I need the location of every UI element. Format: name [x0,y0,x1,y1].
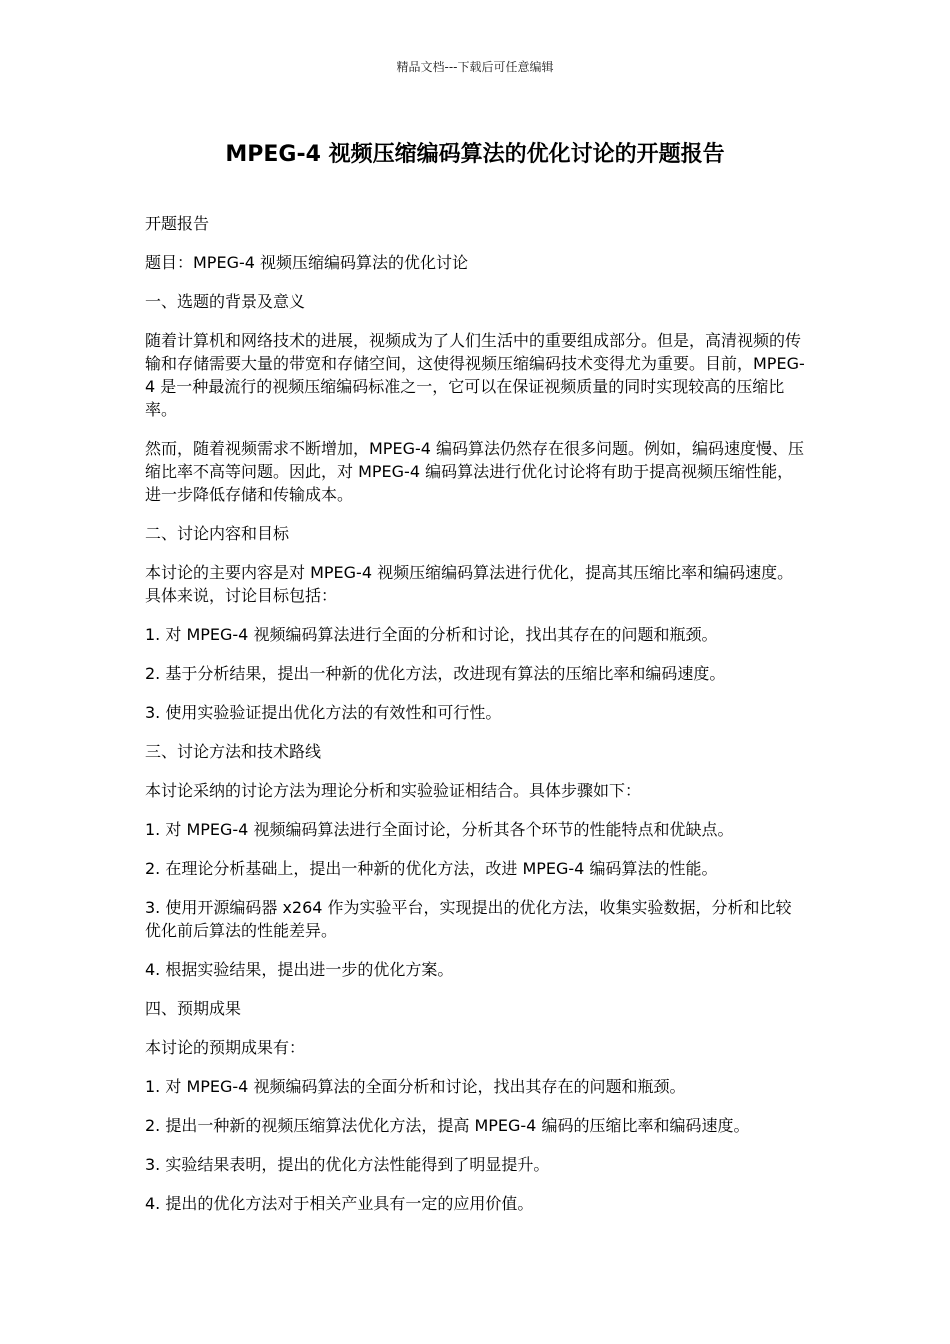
list-item-method-1: 1. 对 MPEG-4 视频编码算法进行全面讨论，分析其各个环节的性能特点和优缺点。 [145,820,734,839]
list-item-goal-3: 3. 使用实验验证提出优化方法的有效性和可行性。 [145,703,502,722]
list-item-method-2: 2. 在理论分析基础上，提出一种新的优化方法，改进 MPEG-4 编码算法的性能。 [145,859,718,878]
page-header: 精品文档---下载后可任意编辑 [396,60,554,74]
topic-line: 题目：MPEG-4 视频压缩编码算法的优化讨论 [145,253,469,272]
list-item-goal-2: 2. 基于分析结果，提出一种新的优化方法，改进现有算法的压缩比率和编码速度。 [145,664,726,683]
list-item-outcome-2: 2. 提出一种新的视频压缩算法优化方法，提高 MPEG-4 编码的压缩比率和编码速度。 [145,1116,750,1135]
section-heading-methods: 三、讨论方法和技术路线 [145,742,322,761]
label-report: 开题报告 [145,214,210,233]
paragraph-methods-intro: 本讨论采纳的讨论方法为理论分析和实验验证相结合。具体步骤如下： [145,781,642,800]
paragraph-background-2: 然而，随着视频需求不断增加，MPEG-4 编码算法仍然存在很多问题。例如，编码速度慢、压缩比率不高等问题。因此，对 MPEG-4 编码算法进行优化讨论将有助于提高视频压缩性能，进一步降低存储和传输成本。 [145,439,805,504]
list-item-goal-1: 1. 对 MPEG-4 视频编码算法进行全面的分析和讨论，找出其存在的问题和瓶颈。 [145,625,718,644]
paragraph-goals-intro: 本讨论的主要内容是对 MPEG-4 视频压缩编码算法进行优化，提高其压缩比率和编码速度。具体来说，讨论目标包括： [145,563,794,605]
list-item-method-3: 3. 使用开源编码器 x264 作为实验平台，实现提出的优化方法，收集实验数据，分析和比较优化前后算法的性能差异。 [145,898,792,940]
section-heading-outcomes: 四、预期成果 [145,999,242,1018]
section-heading-background: 一、选题的背景及意义 [145,292,306,311]
paragraph-background-1: 随着计算机和网络技术的进展，视频成为了人们生活中的重要组成部分。但是，高清视频的传输和存储需要大量的带宽和存储空间，这使得视频压缩编码技术变得尤为重要。目前，MPEG-4 是一种最流行的视频压缩编码标准之一，它可以在保证视频质量的同时实现较高的压缩比率。 [145,331,805,419]
list-item-outcome-4: 4. 提出的优化方法对于相关产业具有一定的应用价值。 [145,1194,534,1213]
paragraph-outcomes-intro: 本讨论的预期成果有： [145,1038,306,1057]
list-item-outcome-3: 3. 实验结果表明，提出的优化方法性能得到了明显提升。 [145,1155,550,1174]
list-item-method-4: 4. 根据实验结果，提出进一步的优化方案。 [145,960,454,979]
document-body [145,212,805,1231]
list-item-outcome-1: 1. 对 MPEG-4 视频编码算法的全面分析和讨论，找出其存在的问题和瓶颈。 [145,1077,686,1096]
section-heading-goals: 二、讨论内容和目标 [145,524,290,543]
document-title: MPEG-4 视频压缩编码算法的优化讨论的开题报告 [225,142,725,167]
